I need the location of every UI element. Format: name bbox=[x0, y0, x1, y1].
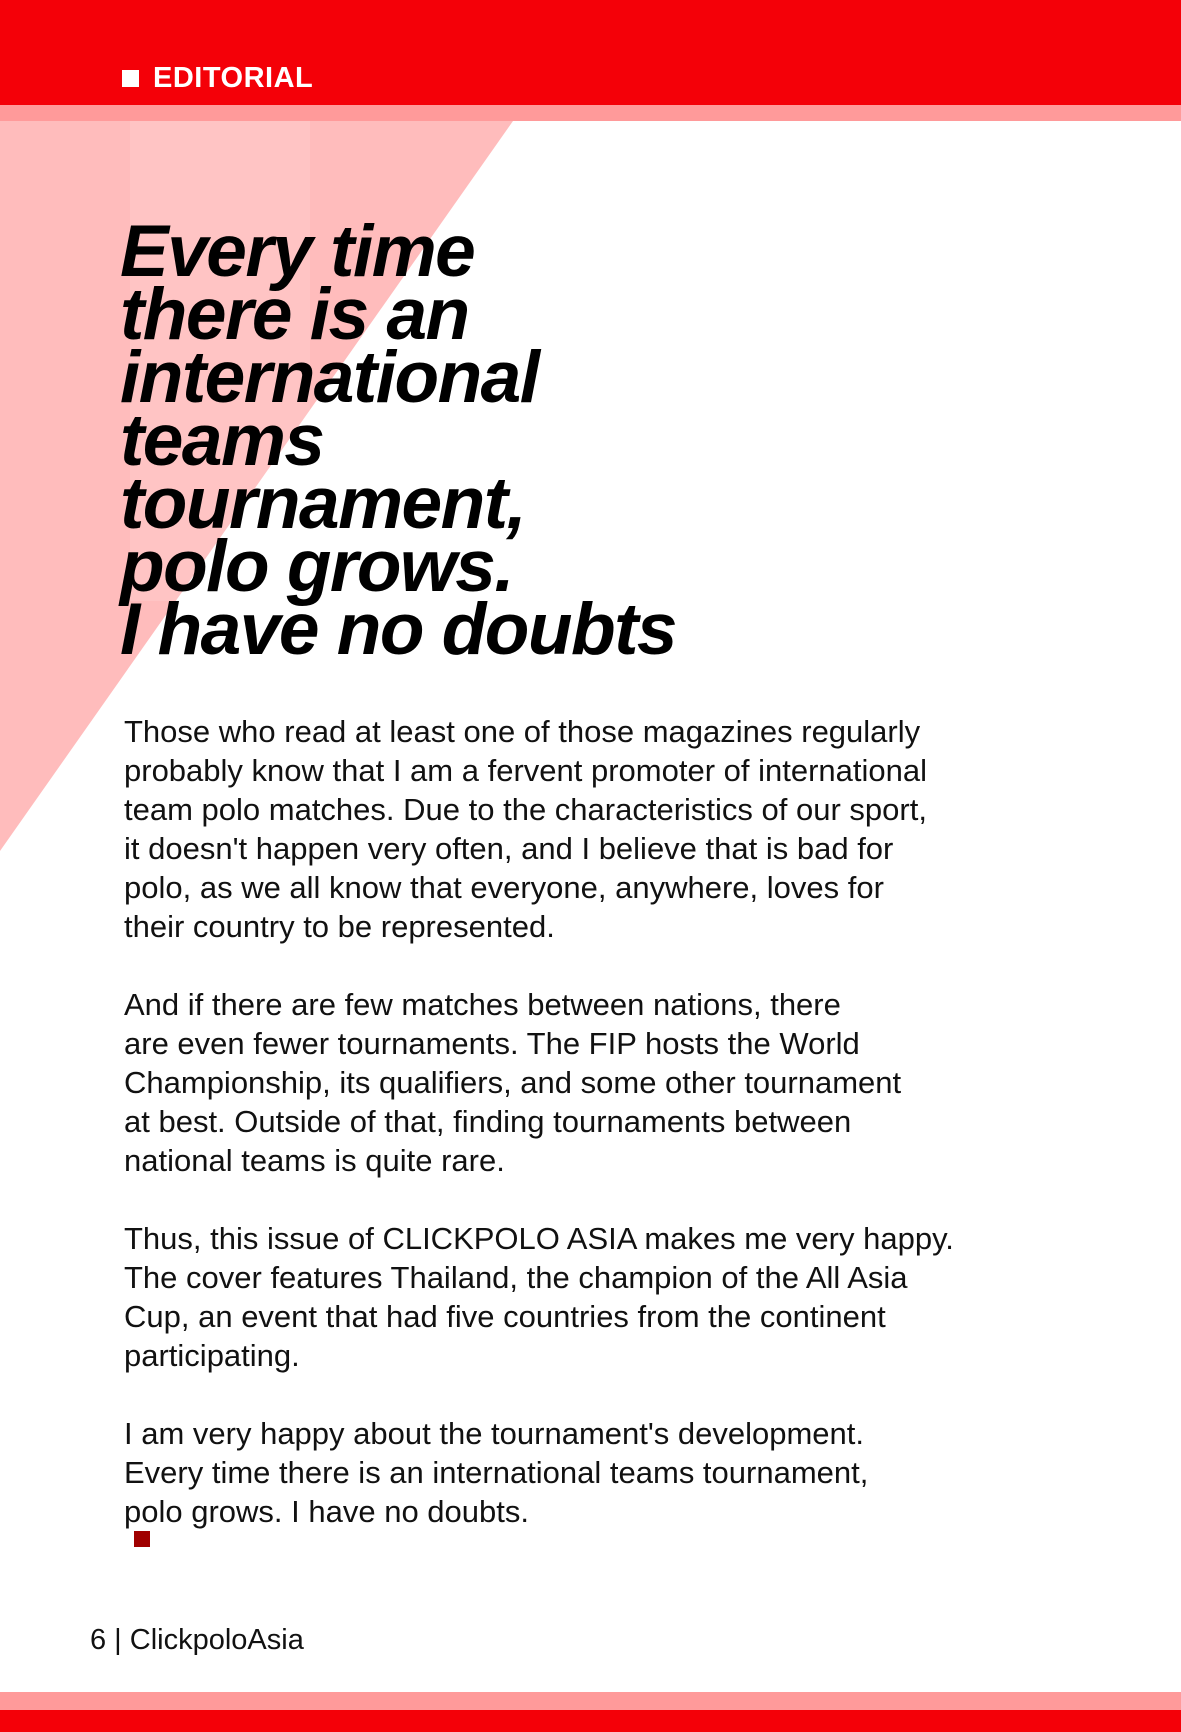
paragraph bbox=[124, 985, 1084, 1180]
text-line: Thus, this issue of CLICKPOLO ASIA makes me very happy. bbox=[124, 1221, 954, 1256]
text-line: probably know that I am a fervent promoter of international bbox=[124, 753, 927, 788]
footer-band bbox=[0, 1710, 1181, 1732]
headline-line: international bbox=[120, 337, 539, 418]
section-label bbox=[122, 58, 313, 98]
headline bbox=[120, 211, 820, 670]
page-footer: 6 | ClickpoloAsia bbox=[90, 1624, 304, 1656]
text-line: national teams is quite rare. bbox=[124, 1143, 505, 1178]
text-line: at best. Outside of that, finding tournaments between bbox=[124, 1104, 852, 1139]
text-line: The cover features Thailand, the champion of the All Asia bbox=[124, 1260, 908, 1295]
text-line: Cup, an event that had five countries from the continent bbox=[124, 1299, 886, 1334]
text-line: their country to be represented. bbox=[124, 909, 555, 944]
text-line: team polo matches. Due to the characteristics of our sport, bbox=[124, 792, 927, 827]
text-line: polo, as we all know that everyone, anywhere, loves for bbox=[124, 870, 884, 905]
text-line-last bbox=[124, 1492, 1084, 1547]
header-accent-strip bbox=[0, 105, 1181, 121]
headline-line: polo grows. bbox=[120, 526, 514, 607]
headline-line: I have no doubts bbox=[120, 589, 676, 670]
text-line: it doesn't happen very often, and I believe that is bad for bbox=[124, 831, 894, 866]
paragraph bbox=[124, 1414, 1084, 1547]
text-line: And if there are few matches between nations, there bbox=[124, 987, 841, 1022]
headline-line: there is an bbox=[120, 274, 469, 355]
text-line: are even fewer tournaments. The FIP hosts the World bbox=[124, 1026, 860, 1061]
headline-line: Every time bbox=[120, 211, 475, 292]
text-line: Those who read at least one of those magazines regularly bbox=[124, 714, 921, 749]
section-label-text: EDITORIAL bbox=[153, 61, 314, 94]
text-line: I am very happy about the tournament's development. bbox=[124, 1416, 865, 1451]
headline-line: tournament, bbox=[120, 463, 526, 544]
paragraph bbox=[124, 1219, 1084, 1375]
text-line: participating. bbox=[124, 1338, 300, 1373]
paragraph bbox=[124, 712, 1084, 946]
square-bullet-icon bbox=[122, 70, 139, 87]
text-line: Championship, its qualifiers, and some other tournament bbox=[124, 1065, 902, 1100]
text-line: Every time there is an international teams tournament, bbox=[124, 1455, 869, 1490]
end-mark-icon bbox=[134, 1531, 150, 1547]
footer-accent-strip bbox=[0, 1692, 1181, 1710]
headline-line: teams bbox=[120, 400, 324, 481]
text-line: polo grows. I have no doubts. bbox=[124, 1494, 529, 1529]
article-body bbox=[124, 712, 1084, 1586]
